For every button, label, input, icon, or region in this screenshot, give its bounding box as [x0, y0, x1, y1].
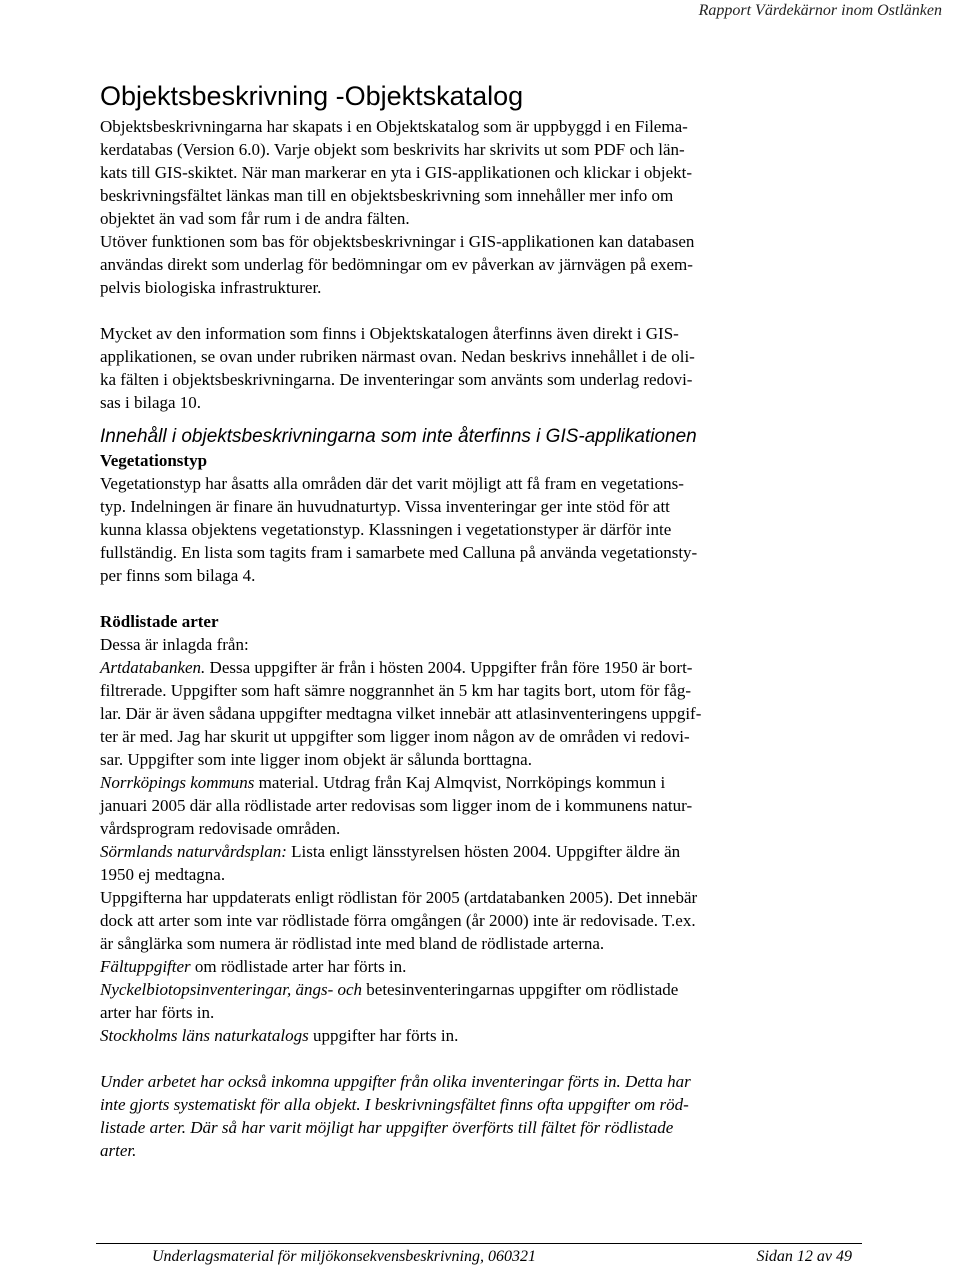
text-line: typ. Indelningen är finare än huvudnaturtyp. Vissa inventeringar ger inte stöd för att — [100, 497, 670, 516]
running-header: Rapport Värdekärnor inom Ostlänken — [698, 2, 942, 19]
text-line: Vegetationstyp har åsatts alla områden där det varit möjligt att få fram en vegetations- — [100, 474, 684, 493]
text-line: listade arter. Där så har varit möjligt har uppgifter överförts till fältet för rödlistade — [100, 1118, 674, 1137]
paragraph-closing — [100, 1070, 820, 1162]
paragraph-norrkoping — [100, 771, 820, 840]
text-line: om rödlistade arter har förts in. — [190, 957, 407, 976]
vegetation-heading: Vegetationstyp — [100, 451, 208, 470]
text-line: filtrerade. Uppgifter som haft sämre noggrannhet än 5 km har tagits bort, utom för fåg- — [100, 681, 692, 700]
text-line: Objektsbeskrivningarna har skapats i en Objektskatalog som är uppbyggd i en Filema- — [100, 117, 688, 136]
paragraph-intro — [100, 115, 820, 230]
paragraph-catalog-info — [100, 322, 820, 414]
source-label: Artdatabanken. — [100, 658, 206, 677]
source-label: Stockholms läns naturkatalogs — [100, 1026, 309, 1045]
text-line: applikationen, se ovan under rubriken närmast ovan. Nedan beskrivs innehållet i de oli- — [100, 347, 695, 366]
text-line: pelvis biologiska infrastrukturer. — [100, 278, 322, 297]
text-line: sar. Uppgifter som inte ligger inom objekt är sålunda borttagna. — [100, 750, 532, 769]
page-content — [100, 80, 820, 1162]
text-line: betesinventeringarnas uppgifter om rödlistade — [362, 980, 679, 999]
footer-page-number: Sidan 12 av 49 — [756, 1248, 852, 1265]
text-line: Lista enligt länsstyrelsen hösten 2004. Uppgifter äldre än — [286, 842, 681, 861]
text-line: vårdsprogram redovisade områden. — [100, 819, 341, 838]
source-label: Sörmlands naturvårdsplan: — [100, 842, 287, 861]
page-footer — [96, 1243, 862, 1265]
text-line: ka fälten i objektsbeskrivningarna. De inventeringar som använts som underlag redovi- — [100, 370, 693, 389]
text-line: objektet än vad som får rum i de andra fälten. — [100, 209, 410, 228]
paragraph-stockholm — [100, 1024, 820, 1047]
paragraph-vegetation — [100, 472, 820, 587]
text-line: dock att arter som inte var rödlistade förra omgången (år 2000) inte är redovisade. T.ex. — [100, 911, 696, 930]
text-line: arter har förts in. — [100, 1003, 215, 1022]
paragraph-nyckelbiotop — [100, 978, 820, 1024]
paragraph-database-use — [100, 230, 820, 299]
footer-document-title: Underlagsmaterial för miljökonsekvensbeskrivning, 060321 — [152, 1248, 536, 1265]
text-line: inte gjorts systematiskt för alla objekt. I beskrivningsfältet finns ofta uppgifter om röd- — [100, 1095, 689, 1114]
text-line: uppgifter har förts in. — [308, 1026, 459, 1045]
text-line: fullständig. En lista som tagits fram i samarbete med Calluna på använda vegetationsty- — [100, 543, 698, 562]
text-line: Mycket av den information som finns i Objektskatalogen återfinns även direkt i GIS- — [100, 324, 679, 343]
redlist-heading: Rödlistade arter — [100, 612, 219, 631]
source-label: Nyckelbiotopsinventeringar, ängs- och — [100, 980, 363, 999]
text-line: användas direkt som underlag för bedömningar om ev påverkan av järnvägen på exem- — [100, 255, 693, 274]
text-line: arter. — [100, 1141, 137, 1160]
paragraph-update — [100, 886, 820, 955]
paragraph-artdatabanken — [100, 656, 820, 771]
redlist-intro: Dessa är inlagda från: — [100, 635, 249, 654]
section-title: Objektsbeskrivning -Objektskatalog — [100, 81, 524, 111]
text-line: sas i bilaga 10. — [100, 393, 202, 412]
text-line: per finns som bilaga 4. — [100, 566, 256, 585]
text-line: kerdatabas (Version 6.0). Varje objekt som beskrivits har skrivits ut som PDF och län- — [100, 140, 685, 159]
paragraph-faltuppgifter — [100, 955, 820, 978]
text-line: är sånglärka som numera är rödlistad inte med bland de rödlistade arterna. — [100, 934, 605, 953]
source-label: Fältuppgifter — [100, 957, 191, 976]
text-line: lar. Där är även sådana uppgifter medtagna vilket innebär att atlasinventeringens uppgif- — [100, 704, 702, 723]
text-line: Dessa uppgifter är från i hösten 2004. Uppgifter från före 1950 är bort- — [205, 658, 693, 677]
text-line: kats till GIS-skiktet. När man markerar en yta i GIS-applikationen och klickar i objekt- — [100, 163, 692, 182]
text-line: januari 2005 där alla rödlistade arter redovisas som ligger inom de i kommunens natur- — [100, 796, 693, 815]
text-line: kunna klassa objektens vegetationstyp. Klassningen i vegetationstyper är därför inte — [100, 520, 672, 539]
text-line: material. Utdrag från Kaj Almqvist, Norrköpings kommun i — [254, 773, 666, 792]
text-line: ter är med. Jag har skurit ut uppgifter som ligger inom någon av de områden vi redovi- — [100, 727, 690, 746]
paragraph-sormland — [100, 840, 820, 886]
subsection-title: Innehåll i objektsbeskrivningarna som inte återfinns i GIS-applikationen — [100, 426, 697, 447]
text-line: beskrivningsfältet länkas man till en objektsbeskrivning som innehåller mer info om — [100, 186, 674, 205]
text-line: Under arbetet har också inkomna uppgifter från olika inventeringar förts in. Detta har — [100, 1072, 691, 1091]
text-line: 1950 ej medtagna. — [100, 865, 226, 884]
text-line: Utöver funktionen som bas för objektsbeskrivningar i GIS-applikationen kan databasen — [100, 232, 695, 251]
text-line: Uppgifterna har uppdaterats enligt rödlistan för 2005 (artdatabanken 2005). Det innebär — [100, 888, 698, 907]
source-label: Norrköpings kommuns — [100, 773, 255, 792]
